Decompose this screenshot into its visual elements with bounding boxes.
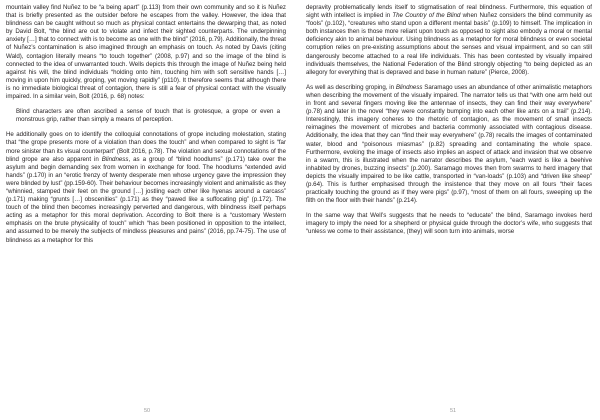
page-number: 51 xyxy=(450,408,457,414)
left-page-text xyxy=(6,4,286,252)
text-run: depravity problematically lends itself to stigmatisation of real blindness. Furthermore, this equation of sight with intellect is implied in xyxy=(306,4,592,20)
text-run: As well as describing groping, in xyxy=(306,83,396,91)
paragraph: mountain valley find Nuñez to be “a being apart” (p.113) from their own community and so it is Nuñez that is briefly presented as the outsider before he escapes from the valley. However, the idea that blindness can be caught without so much as physical contact entertains the dewarping that, as noted by David Bolt, “the blind are out to violate and infect their sighted counterparts. The underpinning anxiety […] that to connect with is to become as one with the blind” (2016, p.79). Additionally, the threat of Nuñez’s contamination is also imagined through an emphasis on touch. As noted by Davis (citing Wald), contagion literally means “to touch together” (2008, p.97) and so the image of the blind is connected to the idea of unwarranted touch. Wells depicts this through the image of Nuñez being held against his will, the blind individuals “holding onto him, touching him with soft sensitive hands […] moving in upon him quickly, groping, yet moving rapidly” (p110). It therefore seems that although there is no immediate biological threat of contagion, there is still a fear of physical contact with the visually impaired. In a similar vein, Bolt (2016, p. 68) notes: xyxy=(6,4,286,101)
text-run: when Nuñez considers the blind community as “fools” (p.102), “creatures who stand upon a different mental basis” (p.109) to himself. The implication in both instances then is those more reliant upon touch as opposed to sight also embody a moral or mental deficiency akin to animal behaviour. Using blindness as a metaphor for moral blindness or even societal corruption relies on pre-existing assumptions about the senses and visual impairment, and so can still dangerously become attached to a real life individuals. This has been contested by visually impaired individuals themselves, the National Federation of the Blind strongly objecting “to being depicted as an allegory for everything that is depraved and base in human nature” (Pierce, 2008). xyxy=(306,12,592,76)
right-page-text xyxy=(306,4,592,244)
book-title: The Country of the Blind xyxy=(392,12,461,20)
text-run: He additionally goes on to identify the colloquial connotations of grope including molestation, stating that “the grope presents more of a violation than does the touch” and when compared to sight is “far more sinister than its visual counterpart” (Bolt 2016, p.78). The violation and sexual connotations of the blind grope are also apparent in xyxy=(6,131,286,163)
left-page xyxy=(4,0,290,420)
right-page xyxy=(306,0,592,420)
book-title: Blindness xyxy=(395,83,423,91)
book-title: Blindness xyxy=(101,155,129,163)
paragraph: In the same way that Well’s suggests that he needs to “educate” the blind, Saramago invokes herd imagery to imply the need for a shepherd or physical guide through the doctor’s wife, who suggests that “unless we come to their assistance, (they) will soon turn into animals, worse xyxy=(306,212,592,236)
paragraph xyxy=(306,4,592,77)
text-run: , as a group of “blind hoodlums” (p.171) take over the asylum and begin demanding sex from women in exchange for food. The hoodlums “extended avid hands” (p.170) in an “erotic frenzy of twenty desperate men whose urgency gave the impression they were blinded by lust” (pp.159-60). Their behaviour becomes increasingly violent and animalistic as they “whinnied, stamped their feet on the ground […] jostling each other like hyenas around a carcass” (p.171) making “grunts […] obscenities” (p.171) as they “pawed like a suffocating pig” (p.172). The touch of the blind then becomes increasingly perverted and dangerous, with blindness itself perhaps acting as a metaphor for this moral deprivation. According to Bolt there is a “customary Western emphasis on the brute physicality of touch” which “has been positioned in opposition to the intellect, and assumed to be merely the subjects of mindless pleasures and pains” (2016, pp.74-75). The use of blindness as a metaphor for this xyxy=(6,155,287,244)
text-run: Saramago uses an abundance of other animalistic metaphors when describing the movement of the visually impaired. The narrator tells us that “with one arm held out in front and several fingers moving like the antennae of insects, they can find their way everywhere” (p.78) and later in the novel “they were constantly bumping into each other like ants on a trail” (p.214). Interestingly, this imagery coheres to the rhetoric of contagion, as the movement of small insects reimagines the movement of microbes and bacteria commonly associated with contagious disease. Additionally, the idea that they can “find their way everywhere” (p.78) recalls the images of contaminated water, blood and “poisonous miasmas” (p.82) spreading and contaminating the whole space. Furthermore, evoking the image of insects also implies an aspect of attack and invasion that we observe in a swarm, this is illustrated when the narrator describes the asylum, “each ward is like a beehive inhabited by drones, buzzing insects” (p.200). Saramago moves then from swarms to herd imagery that depicts the visually impaired to be like cattle, transported in “van-loads” (p.103) and “driven like sheep” (p.64). This is further emphasised through the insistence that they move on all fours “their faces practically touching the ground as if they were pigs” (p.97), “most of them on all fours, sweeping up the filth on the floor with their hands” (p.214). xyxy=(306,83,592,205)
paragraph xyxy=(306,84,592,205)
paragraph xyxy=(6,131,286,244)
page-number: 50 xyxy=(144,408,151,414)
block-quote: Blind characters are often ascribed a sense of touch that is grotesque, a grope or even a monstrous grip, rather than simply a means of perception. xyxy=(16,108,280,124)
